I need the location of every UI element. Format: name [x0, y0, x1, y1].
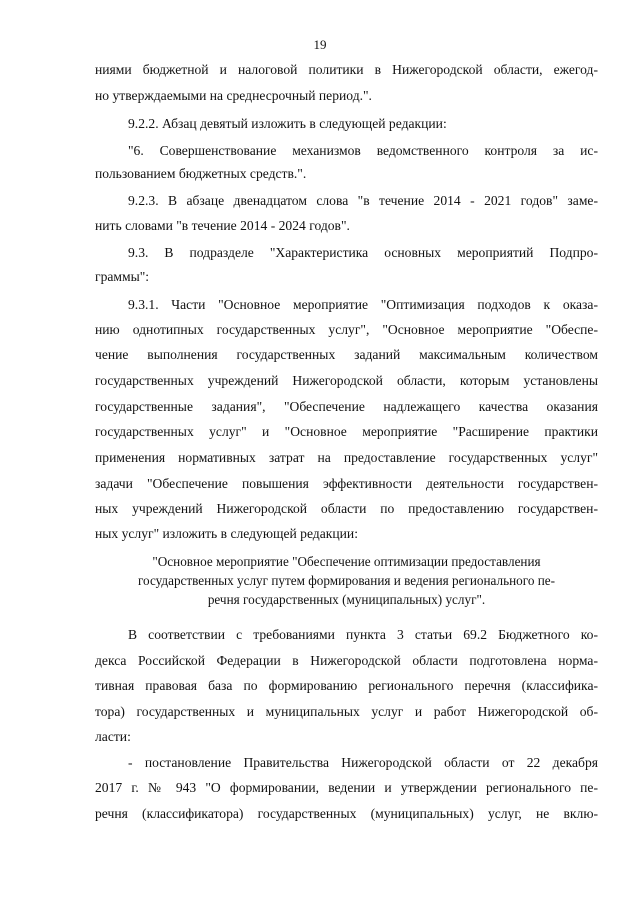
text-line: государственные задания", "Обеспечение надлежащего качества оказания: [95, 399, 598, 414]
text-line: В соответствии с требованиями пункта 3 статьи 69.2 Бюджетного ко-: [128, 627, 598, 642]
text-line: 9.2.2. Абзац девятый изложить в следующей редакции:: [128, 116, 447, 131]
text-line: нить словами "в течение 2014 - 2024 годов".: [95, 218, 350, 233]
text-line: пользованием бюджетных средств.".: [95, 166, 307, 181]
text-line: речня (классификатора) государственных (муниципальных) услуг, не вклю-: [95, 806, 598, 821]
text-line: тивная правовая база по формированию регионального перечня (классифика-: [95, 678, 598, 693]
quote-line: речня государственных (муниципальных) услуг".: [207, 592, 486, 607]
text-line: применения нормативных затрат на предоставление государственных услуг": [95, 450, 598, 465]
text-line: задачи "Обеспечение повышения эффективности деятельности государствен-: [95, 476, 598, 491]
text-line: 2017 г. № 943 "О формировании, ведении и утверждении регионального пе-: [95, 780, 598, 795]
text-line: государственных услуг" и "Основное мероприятие "Расширение практики: [95, 424, 598, 439]
text-line: 9.3. В подразделе "Характеристика основных мероприятий Подпро-: [128, 245, 598, 260]
text-line: декса Российской Федерации в Нижегородской области подготовлена норма-: [95, 653, 598, 668]
page-number: 19: [313, 37, 327, 52]
text-line: 9.2.3. В абзаце двенадцатом слова "в течение 2014 - 2021 годов" заме-: [128, 193, 598, 208]
quote-line: "Основное мероприятие "Обеспечение оптимизации предоставления: [152, 554, 541, 569]
quote-line: государственных услуг путем формирования и ведения регионального пе-: [137, 573, 556, 588]
text-line: ных услуг" изложить в следующей редакции:: [95, 526, 358, 541]
text-line: государственных учреждений Нижегородской области, которым установлены: [95, 373, 598, 388]
text-line: ласти:: [95, 729, 131, 744]
text-line: граммы":: [95, 269, 150, 284]
text-line: ных учреждений Нижегородской области по предоставлению государствен-: [95, 501, 598, 516]
text-line: - постановление Правительства Нижегородской области от 22 декабря: [128, 755, 598, 770]
text-line: но утверждаемыми на среднесрочный период.".: [95, 88, 372, 103]
text-line: тора) государственных и муниципальных услуг и работ Нижегородской об-: [95, 704, 598, 719]
text-line: 9.3.1. Части "Основное мероприятие "Оптимизация подходов к оказа-: [128, 297, 598, 312]
text-line: чение выполнения государственных заданий максимальным количеством: [95, 347, 598, 362]
text-line: "6. Совершенствование механизмов ведомственного контроля за ис-: [128, 143, 598, 158]
text-line: нию однотипных государственных услуг", "Основное мероприятие "Обеспе-: [95, 322, 598, 337]
text-line: ниями бюджетной и налоговой политики в Нижегородской области, ежегод-: [95, 62, 598, 77]
